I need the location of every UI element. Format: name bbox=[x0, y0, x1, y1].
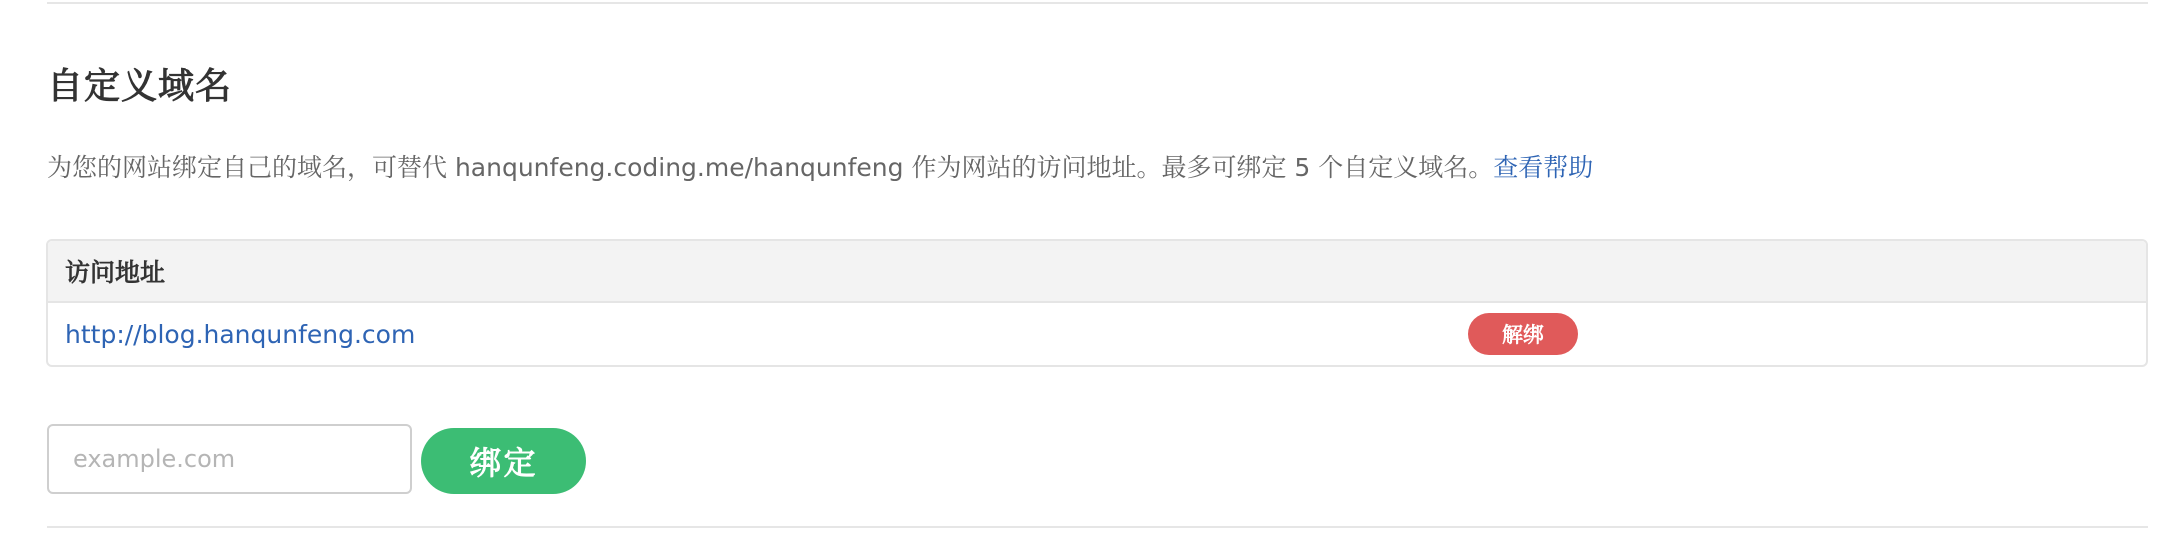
table-header bbox=[48, 241, 2146, 303]
column-header-url: 访问地址 bbox=[65, 258, 166, 287]
domain-table bbox=[46, 239, 2148, 367]
domain-url-link[interactable]: http://blog.hanqunfeng.com bbox=[65, 319, 416, 349]
help-link[interactable]: 查看帮助 bbox=[1493, 153, 1594, 182]
section-title: 自定义域名 bbox=[47, 66, 233, 107]
top-divider bbox=[47, 2, 2148, 4]
unbind-button[interactable]: 解绑 bbox=[1468, 313, 1578, 355]
description-text: 为您的网站绑定自己的域名，可替代 hanqunfeng.coding.me/hanqunfeng 作为网站的访问地址。最多可绑定 5 个自定义域名。 bbox=[47, 153, 1494, 182]
bind-button[interactable]: 绑定 bbox=[421, 428, 586, 494]
domain-input[interactable] bbox=[47, 424, 412, 494]
bottom-divider bbox=[47, 526, 2148, 528]
section-description bbox=[47, 150, 1593, 186]
table-row bbox=[48, 303, 2146, 365]
